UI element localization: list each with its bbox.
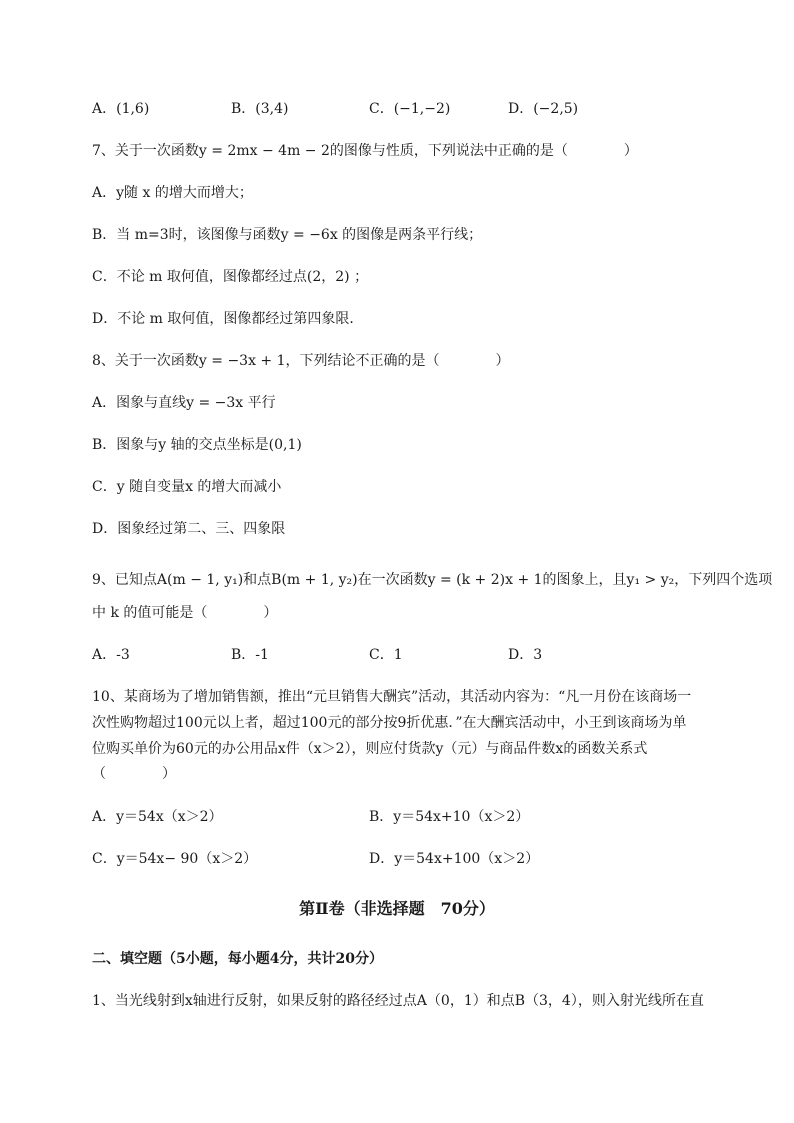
q6-option-d: D．(−2,5) xyxy=(508,101,579,117)
q7-option-a: A．y随 x 的增大而增大； xyxy=(92,185,253,201)
part2-title: 第Ⅱ卷（非选择题 70分） xyxy=(299,899,495,918)
fill-q1-line1: 1、当光线射到x轴进行反射，如果反射的路径经过点A（0，1）和点B（3，4），则入射光线所在直 xyxy=(92,993,704,1009)
q7-stem: 7、关于一次函数y = 2mx − 4m − 2的图像与性质，下列说法中正确的是（ ） xyxy=(92,143,638,159)
q9-stem-line1: 9、已知点A(m − 1, y₁)和点B(m + 1, y₂)在一次函数y = (k + 2)x + 1的图象上，且y₁ > y₂，下列四个选项 xyxy=(92,572,773,588)
fill-in-section-heading: 二、填空题（5小题，每小题4分，共计20分） xyxy=(92,951,383,967)
q6-option-b: B．(3,4) xyxy=(231,101,289,117)
q8-option-a: A．图象与直线y = −3x 平行 xyxy=(92,395,276,411)
q7-option-d: D．不论 m 取何值，图像都经过第四象限． xyxy=(92,311,364,327)
q7-option-c: C．不论 m 取何值，图像都经过点(2，2) ； xyxy=(92,269,369,285)
q6-option-a: A．(1,6) xyxy=(92,101,150,117)
q9-option-d: D．3 xyxy=(508,647,543,663)
q8-option-c: C．y 随自变量x 的增大而减小 xyxy=(92,479,282,495)
q9-option-c: C．1 xyxy=(369,647,403,663)
q8-stem: 8、关于一次函数y = −3x + 1，下列结论不正确的是（ ） xyxy=(92,353,510,369)
q10-stem-line4: （ ） xyxy=(92,766,176,782)
q10-option-c: C．y＝54x− 90（x＞2） xyxy=(92,851,258,867)
q9-stem-line2: 中 k 的值可能是（ ） xyxy=(92,605,278,621)
q10-option-d: D．y＝54x+100（x＞2） xyxy=(369,851,540,867)
q9-option-b: B．-1 xyxy=(231,647,269,663)
q8-option-b: B．图象与y 轴的交点坐标是(0,1) xyxy=(92,437,302,453)
q10-stem-line3: 位购买单价为60元的办公用品x件（x＞2），则应付货款y（元）与商品件数x的函数关系式 xyxy=(92,741,648,757)
q10-option-b: B．y＝54x+10（x＞2） xyxy=(369,809,530,825)
q6-option-c: C．(−1,−2) xyxy=(369,101,451,117)
q8-option-d: D．图象经过第二、三、四象限 xyxy=(92,521,286,537)
q10-stem-line1: 10、某商场为了增加销售额，推出“元旦销售大酬宾”活动，其活动内容为：“凡一月份在该商场一 xyxy=(92,689,692,705)
q7-option-b: B．当 m=3时，该图像与函数y = −6x 的图像是两条平行线； xyxy=(92,227,483,243)
q9-option-a: A．-3 xyxy=(92,647,130,663)
q10-option-a: A．y＝54x（x＞2） xyxy=(92,809,223,825)
q10-stem-line2: 次性购物超过100元以上者，超过100元的部分按9折优惠．”在大酬宾活动中，小王到该商场为单 xyxy=(92,715,687,731)
